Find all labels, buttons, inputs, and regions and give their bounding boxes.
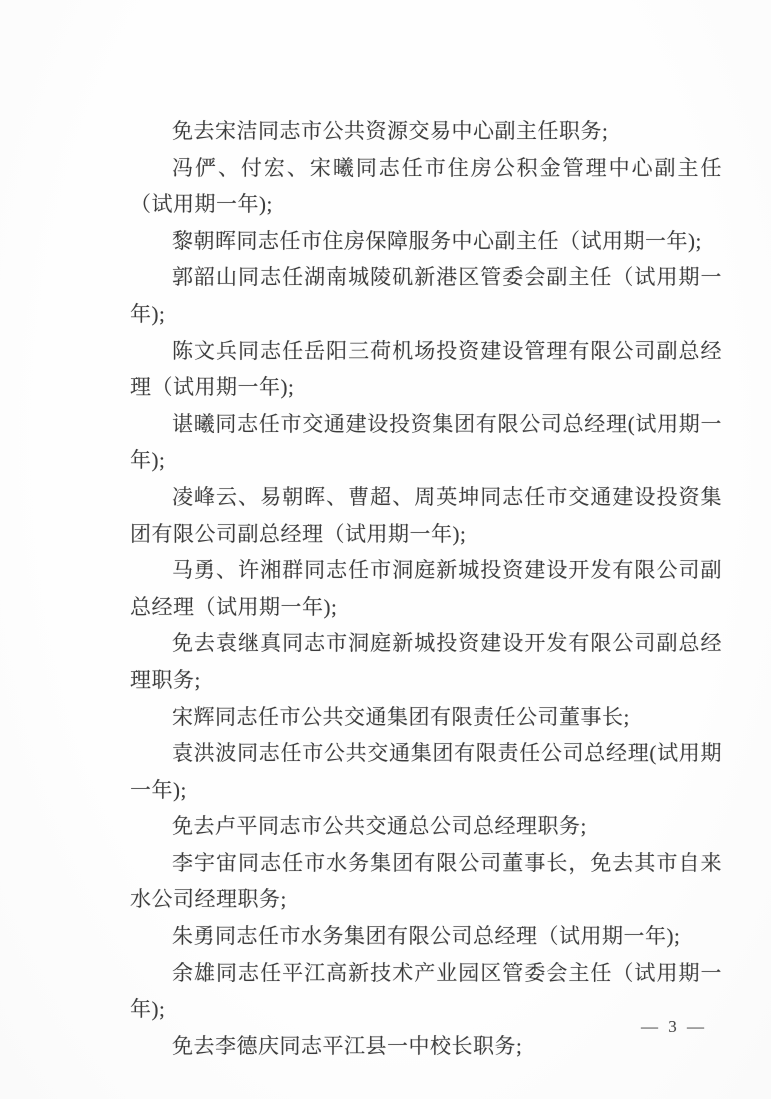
appointment-paragraph: 免去宋洁同志市公共资源交易中心副主任职务; [172, 119, 609, 143]
appointment-paragraph: 朱勇同志任市水务集团有限公司总经理（试用期一年); [172, 924, 681, 949]
appointment-paragraph: 余雄同志任平江高新技术产业园区管委会主任（试用期一年); [130, 960, 722, 1022]
appointment-paragraph: 黎朝晖同志任市住房保障服务中心副主任（试用期一年); [172, 228, 702, 253]
appointment-paragraph: 凌峰云、易朝晖、曹超、周英坤同志任市交通建设投资集团有限公司副总经理（试用期一年); [130, 484, 722, 546]
appointment-paragraph: 免去袁继真同志市洞庭新城投资建设开发有限公司副总经理职务; [130, 631, 722, 692]
appointment-paragraph: 谌曦同志任市交通建设投资集团有限公司总经理(试用期一年); [130, 411, 722, 473]
document-body [130, 113, 722, 1064]
appointment-paragraph: 冯俨、付宏、宋曦同志任市住房公积金管理中心副主任（试用期一年); [130, 155, 722, 217]
appointment-paragraph: 免去李德庆同志平江县一中校长职务; [172, 1033, 523, 1058]
appointment-paragraph: 郭韶山同志任湖南城陵矶新港区管委会副主任（试用期一年); [130, 265, 722, 326]
page-number: — 3 — [641, 1017, 707, 1036]
appointment-paragraph: 马勇、许湘群同志任市洞庭新城投资建设开发有限公司副总经理（试用期一年); [130, 558, 722, 619]
appointment-paragraph: 陈文兵同志任岳阳三荷机场投资建设管理有限公司副总经理（试用期一年); [130, 338, 722, 400]
appointment-paragraph: 宋辉同志任市公共交通集团有限责任公司董事长; [172, 704, 630, 729]
appointment-paragraph: 免去卢平同志市公共交通总公司总经理职务; [172, 814, 587, 839]
appointment-paragraph: 袁洪波同志任市公共交通集团有限责任公司总经理(试用期一年); [130, 741, 722, 802]
appointment-paragraph: 李宇宙同志任市水务集团有限公司董事长，免去其市自来水公司经理职务; [130, 850, 722, 912]
